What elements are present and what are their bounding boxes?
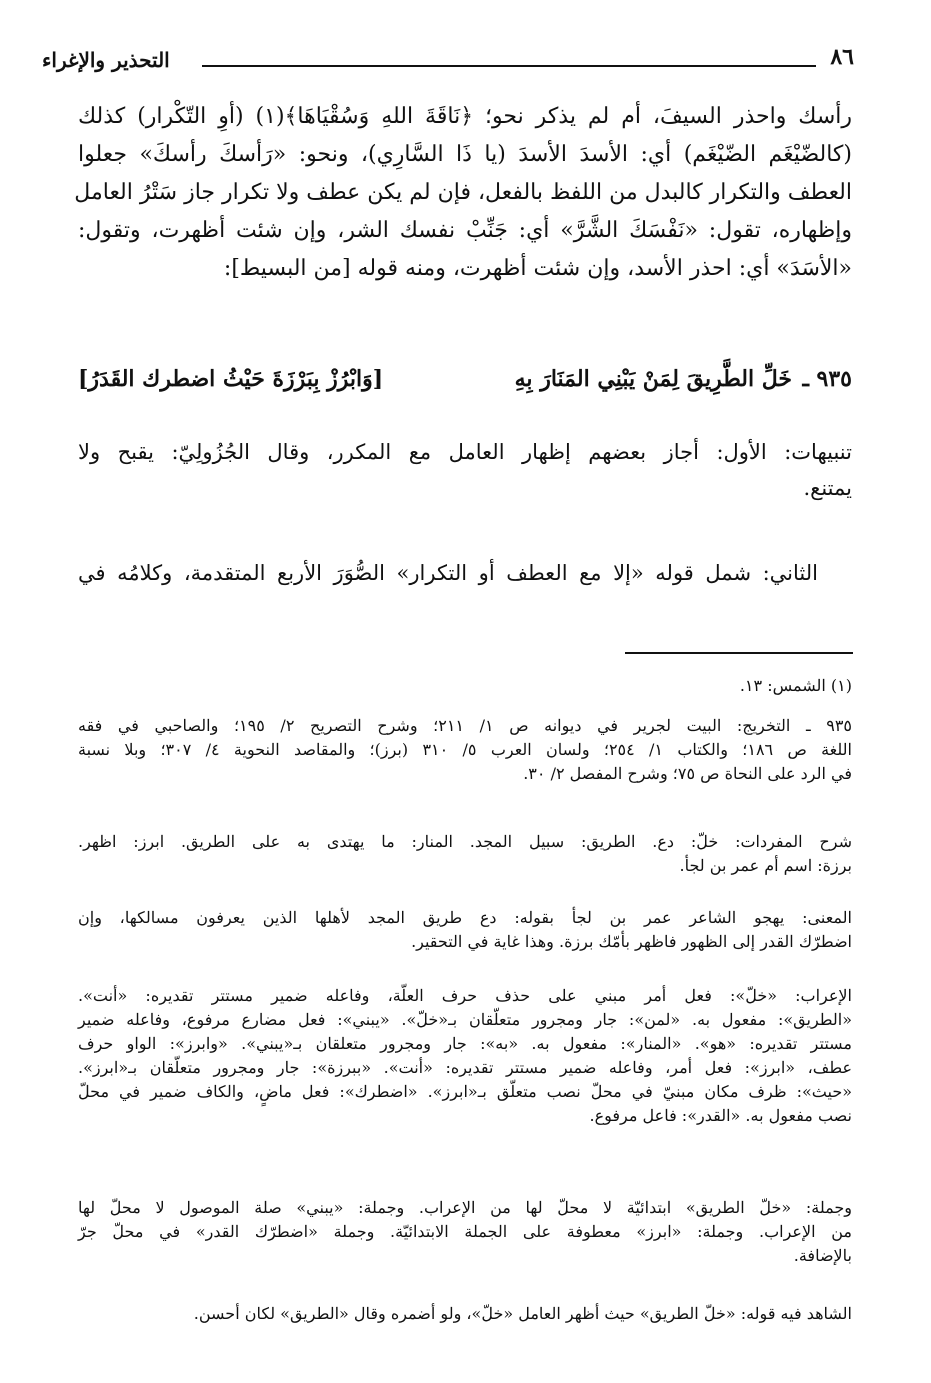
footnote-line: بالإضافة. — [793, 1246, 852, 1265]
footnote-1 — [78, 674, 852, 698]
vocabulary-block — [78, 830, 852, 878]
footnote-line: اللغة ص ١٨٦؛ والكتاب ١/ ٢٥٤؛ ولسان العرب ٥/ ٣١٠ (برز)؛ والمقاصد النحوية ٤/ ٣٠٧؛ وبلا نسبة — [78, 740, 852, 759]
verse-second-hemistich: [وَابْرُزْ بِبَرْزَةَ حَيْثُ اضطرك القَدَرُ] — [78, 366, 384, 392]
verse-number: ٩٣٥ ـ — [802, 366, 852, 392]
footnote-line: من الإعراب. وجملة: «ابرز» معطوفة على الجملة الابتدائيّة. وجملة «اضطرّك القدر» في محلّ جرّ — [78, 1222, 852, 1241]
footnote-line: اضطرّك القدر إلى الظهور فاظهر بأمّك برزة. وهذا غاية في التحقير. — [411, 932, 852, 951]
notes-second — [78, 554, 818, 592]
poetry-verse — [78, 366, 852, 406]
parsing-block — [78, 984, 852, 1128]
text-line: الثاني: شمل قوله «إلا مع العطف أو التكرار» الصُّوَرَ الأربع المتقدمة، وكلامُه في — [78, 561, 818, 585]
footnote-line: مستتر تقديره: «هو». «المنار»: مفعول به. «به»: جار ومجرور متعلقان بـ«يبني». «وابرز»: الواو حرف — [78, 1034, 852, 1053]
footnote-line: برزة: اسم أم عمر بن لجأ. — [679, 856, 852, 875]
text-line: (كالضّيْغَم الضّيْغَم) أي: الأسدَ الأسدَ (يا ذَا السَّارِي)، ونحو: «رَأسكَ رأسكَ» جعلوا — [78, 142, 852, 167]
footnote-line: المعنى: يهجو الشاعر عمر بن لجأ بقوله: دع طريق المجد لأهلها الذين يعرفون مسالكها، وإن — [78, 908, 852, 927]
footnote-line: نصب مفعول به. «القدر»: فاعل مرفوع. — [589, 1106, 852, 1125]
footnote-line: الشاهد فيه قوله: «خلّ الطريق» حيث أظهر العامل «خلّ»، ولو أضمره وقال «الطريق» لكان أحسن. — [193, 1304, 852, 1323]
footnote-line: ٩٣٥ ـ التخريج: البيت لجرير في ديوانه ص ١/ ٢١١؛ وشرح التصريح ٢/ ١٩٥؛ والصاحبي في فقه — [78, 716, 853, 735]
footnote-line: في الرد على النحاة ص ٧٥؛ وشرح المفصل ٢/ ٣٠. — [523, 764, 852, 783]
main-text — [74, 98, 852, 288]
text-line: «الأسَدَ» أي: احذر الأسد، وإن شئت أظهرت، ومنه قوله [من البسيط]: — [223, 256, 852, 281]
text-line: العطف والتكرار كالبدل من اللفظ بالفعل، فإن لم يكن عطف ولا تكرار جاز سَتْرُ العامل — [74, 180, 852, 205]
footnote-line: (١) الشمس: ١٣. — [739, 676, 852, 695]
notes-section — [78, 434, 852, 506]
takhrij-block — [78, 714, 852, 786]
footnote-line: عطف، «ابرز»: فعل أمر، وفاعله ضمير مستتر تقديره: «أنت». «ببرزة»: جار ومجرور متعلّقان بـ«ابرز». — [78, 1058, 852, 1077]
footnote-line: شرح المفردات: خلّ: دع. الطريق: سبيل المجد. المنار: ما يهتدى به على الطريق. ابرز: اظهر. — [78, 832, 852, 851]
text-line: رأسك واحذر السيفَ، أم لم يذكر نحو؛ ﴿نَاقَةَ اللهِ وَسُقْيَاهَا﴾(١) (أوِ التّكْرار) كذلك — [78, 104, 852, 129]
header-rule — [202, 65, 816, 67]
page-header — [42, 44, 854, 78]
meaning-block — [78, 906, 852, 954]
text-line: تنبيهات: الأول: أجاز بعضهم إظهار العامل مع المكرر، وقال الجُزُولِيّ: يقبح ولا — [78, 440, 852, 464]
footnote-rule — [625, 652, 853, 654]
evidence-block — [78, 1302, 852, 1326]
footnote-line: «حيث»: ظرف مكان مبنيّ في محلّ نصب متعلّق بـ«ابرز». «اضطرك»: فعل ماضٍ، والكاف ضمير في محلّ — [78, 1082, 852, 1101]
running-title: التحذير والإغراء — [42, 48, 170, 72]
sentences-block — [78, 1196, 852, 1268]
footnote-line: وجملة: «خلّ الطريق» ابتدائيّة لا محلّ لها من الإعراب. وجملة: «يبني» صلة الموصول لا محلّ لها — [78, 1198, 852, 1217]
text-line: يمتنع. — [803, 476, 852, 500]
footnote-line: الإعراب: «خلّ»: فعل أمر مبني على حذف حرف العلّة، وفاعله ضمير مستتر تقديره: «أنت». — [78, 986, 853, 1005]
verse-first-hemistich: خَلِّ الطَّرِيقَ لِمَنْ يَبْنِي المَنَارَ بِهِ — [514, 366, 792, 392]
footnote-line: «الطريق»: مفعول به. «لمن»: جار ومجرور متعلّقان بـ«خلّ». «يبني»: فعل مضارع مرفوع، وفاعله ضمير — [78, 1010, 853, 1029]
text-line: وإظهاره، تقول: «نَفْسَكَ الشَّرَّ» أي: جَنِّبْ نفسك الشر، وإن شئت أظهرت، وتقول: — [78, 218, 852, 243]
page-number: ٨٦ — [830, 44, 854, 70]
